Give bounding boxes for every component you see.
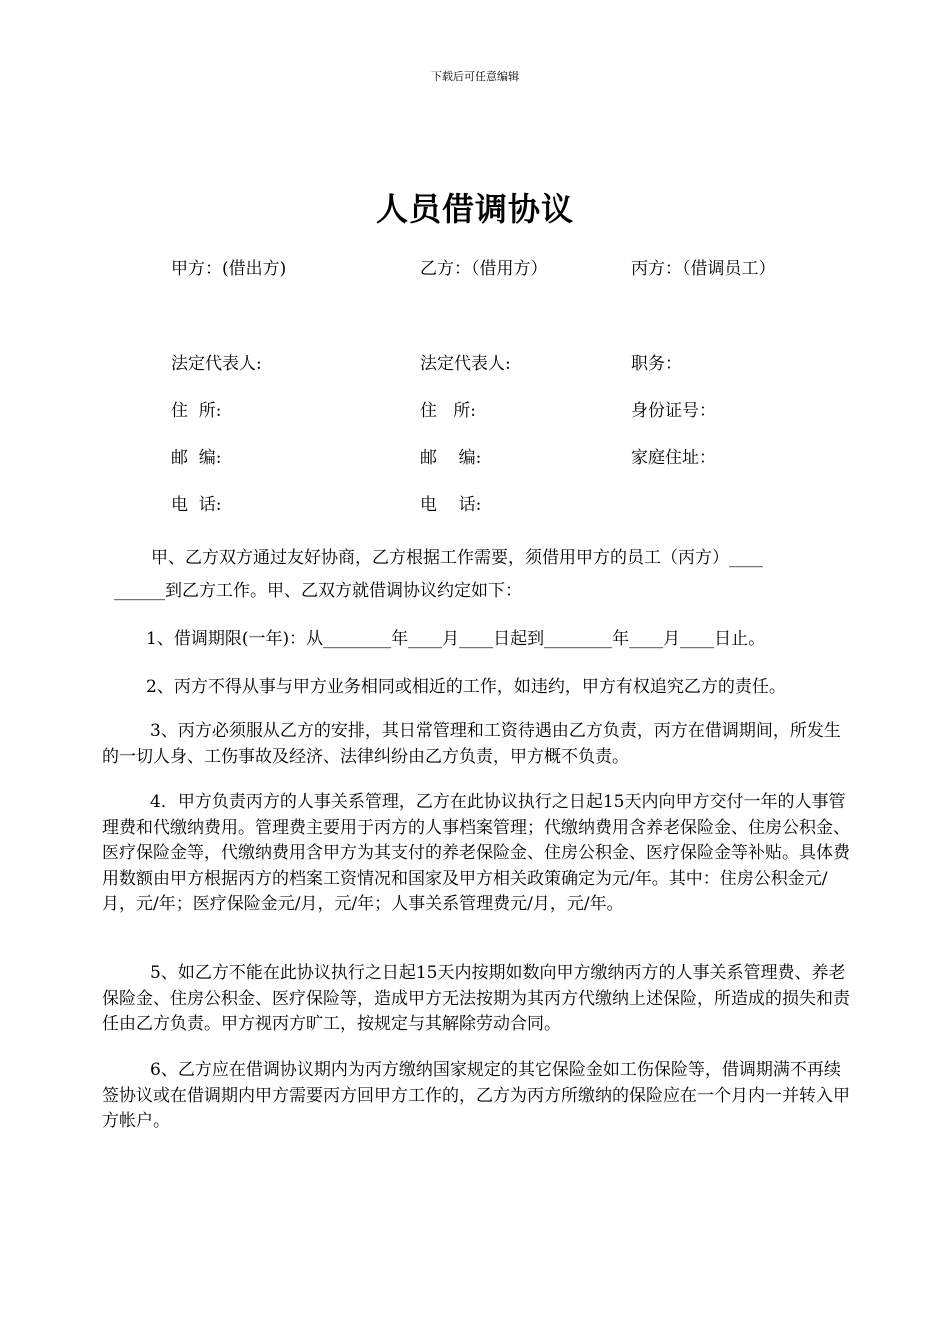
intro-line-2: ______到乙方工作。甲、乙双方就借调协议约定如下： [114,581,522,601]
party-b-address: 住 所: [420,401,476,421]
party-b-phone: 电 话: [420,495,482,515]
party-a-postcode: 邮 编: [171,448,222,468]
party-b-legal-rep: 法定代表人: [420,354,511,374]
page-header: 下载后可任意编辑 [431,70,519,83]
clause-5: 5、如乙方不能在此协议执行之日起15天内按期如数向甲方缴纳丙方的人事关系管理费、养老保险金、住房公积金、医疗保险等，造成甲方无法按期为其丙方代缴纳上述保险，所造成的损失和责任由乙方负责。甲方视丙方旷工，按规定与其解除劳动合同。 [102,963,850,1034]
clause-3: 3、丙方必须服从乙方的安排，其日常管理和工资待遇由乙方负责，丙方在借调期间，所发生的一切人身、工伤事故及经济、法律纠纷由乙方负责，甲方概不负责。 [102,721,841,767]
clause-1: 1、借调期限(一年)：从________年____月____日起到________年____月____日止。 [146,629,766,649]
party-b-label: 乙方：（借用方） [420,259,548,279]
party-c-position: 职务： [631,354,682,374]
party-b-postcode: 邮 编: [420,448,482,468]
clause-4: 4．甲方负责丙方的人事关系管理，乙方在此协议执行之日起15天内向甲方交付一年的人事管理费和代缴纳费用。管理费主要用于丙方的人事档案管理；代缴纳费用含养老保险金、住房公积金、医疗保险金等，代缴纳费用含甲方为其支付的养老保险金、住房公积金、医疗保险金等补贴。具体费用数额由甲方根据丙方的档案工资情况和国家及甲方相关政策确定为元/年。其中：住房公积金元/月，元/年；医疗保险金元/月，元/年；人事关系管理费元/月，元/年。 [102,792,850,914]
party-c-home-address: 家庭住址： [631,448,716,468]
intro-line-1: 甲、乙方双方通过友好协商，乙方根据工作需要，须借用甲方的员工（丙方）____ [151,548,763,568]
clause-2: 2、丙方不得从事与甲方业务相同或相近的工作，如违约，甲方有权追究乙方的责任。 [146,677,786,697]
document-title: 人员借调协议 [375,190,574,228]
party-c-label: 丙方：（借调员工） [631,259,776,279]
party-c-id-number: 身份证号： [631,401,716,421]
clause-6: 6、乙方应在借调协议期内为丙方缴纳国家规定的其它保险金如工伤保险等，借调期满不再续签协议或在借调期内甲方需要丙方回甲方工作的，乙方为丙方所缴纳的保险应在一个月内一并转入甲方帐户。 [102,1060,850,1131]
party-a-label: 甲方：(借出方) [171,259,287,279]
party-a-phone: 电 话: [171,495,222,515]
party-a-address: 住 所: [171,401,222,421]
party-a-legal-rep: 法定代表人: [171,354,262,374]
